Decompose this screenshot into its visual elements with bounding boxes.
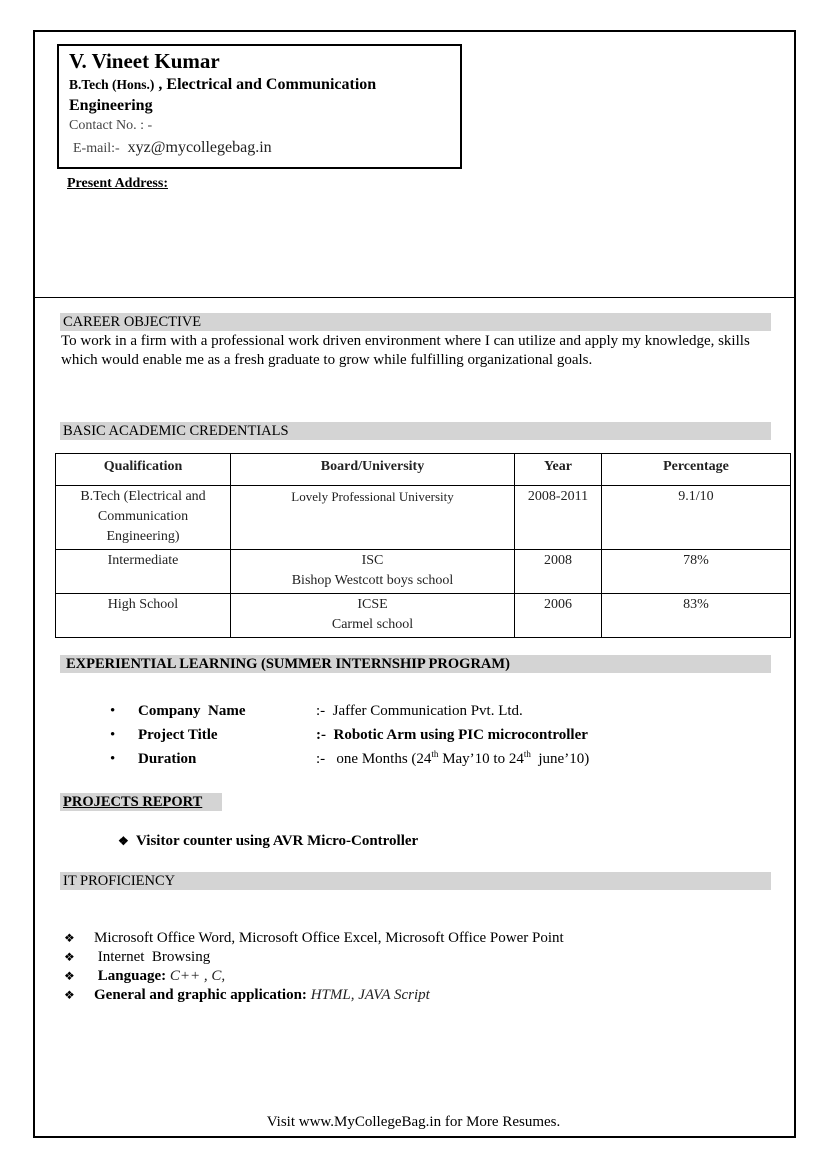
list-item xyxy=(64,929,564,948)
duration-c: june’10) xyxy=(530,751,590,767)
list-item xyxy=(64,967,225,986)
item-label: General and graphic application: xyxy=(94,987,311,1003)
year-cell: 2006 xyxy=(515,594,602,638)
degree-name: , Electrical and Communication Engineering xyxy=(69,76,377,114)
qualification-cell: Intermediate xyxy=(56,550,231,594)
diamond-bullet-icon: ❖ xyxy=(64,931,75,945)
it-proficiency-heading: IT PROFICIENCY xyxy=(60,872,771,890)
column-header: Qualification xyxy=(56,454,231,486)
header-box xyxy=(57,44,462,169)
bullet-icon: • xyxy=(110,703,116,719)
separator: :- xyxy=(316,703,326,719)
table-row xyxy=(56,550,791,594)
year-cell: 2008-2011 xyxy=(515,486,602,550)
duration-b: May’10 to 24 xyxy=(438,751,524,767)
item-link[interactable]: HTML, JAVA Script xyxy=(310,987,430,1003)
table-row xyxy=(56,594,791,638)
degree-prefix: B.Tech (Hons.) xyxy=(69,77,155,92)
table-header-row xyxy=(56,454,791,486)
email-label: E-mail:- xyxy=(73,141,120,156)
year-cell: 2008 xyxy=(515,550,602,594)
percentage-cell: 78% xyxy=(602,550,791,594)
item-text: Microsoft Office Word, Microsoft Office Excel, Microsoft Office Power Point xyxy=(94,930,564,946)
separator: :- xyxy=(316,727,326,743)
item-value xyxy=(316,723,588,747)
company-name: Jaffer Communication Pvt. Ltd. xyxy=(332,703,523,719)
diamond-bullet-icon: ❖ xyxy=(64,950,75,964)
board-name: ICSE xyxy=(357,597,388,612)
experience-heading: EXPERIENTIAL LEARNING (SUMMER INTERNSHIP PROGRAM) xyxy=(60,655,771,673)
list-item xyxy=(64,948,210,967)
degree xyxy=(69,74,450,116)
board-cell xyxy=(231,594,515,638)
item-key: Duration xyxy=(138,751,197,767)
diamond-bullet-icon: ❖ xyxy=(118,834,129,848)
sup: th xyxy=(431,749,439,759)
item-label: Language: xyxy=(97,968,170,984)
email-value: xyz@mycollegebag.in xyxy=(127,139,272,156)
list-item xyxy=(110,723,710,747)
career-objective-heading: CAREER OBJECTIVE xyxy=(60,313,771,331)
item-value xyxy=(316,699,523,723)
item-key: Project Title xyxy=(138,727,218,743)
project-name: Visitor counter using AVR Micro-Controller xyxy=(136,833,419,849)
percentage-cell: 83% xyxy=(602,594,791,638)
academic-heading: BASIC ACADEMIC CREDENTIALS xyxy=(60,422,771,440)
item-link[interactable]: C++ , C, xyxy=(169,968,226,984)
contact-number: Contact No. : - xyxy=(69,118,153,133)
column-header: Year xyxy=(515,454,602,486)
present-address-label: Present Address: xyxy=(67,176,168,191)
column-header: Percentage xyxy=(602,454,791,486)
candidate-name: V. Vineet Kumar xyxy=(69,49,220,73)
separator: :- xyxy=(316,751,326,767)
board-name: ISC xyxy=(361,553,384,568)
school-name: Bishop Westcott boys school xyxy=(291,573,454,588)
duration-a: one Months (24 xyxy=(336,751,432,767)
divider xyxy=(33,297,796,298)
item-key: Company Name xyxy=(138,703,246,719)
qualification-cell: B.Tech (Electrical and Communication Engineering) xyxy=(56,486,231,550)
career-objective-text: To work in a firm with a professional work driven environment where I can utilize and apply my knowledge, skills which would enable me as a fresh graduate to grow while fulfilling organizational goals. xyxy=(61,333,750,368)
sup: th xyxy=(523,749,531,759)
qualification-cell: High School xyxy=(56,594,231,638)
list-item xyxy=(64,986,430,1005)
diamond-bullet-icon: ❖ xyxy=(64,988,75,1002)
table-row xyxy=(56,486,791,550)
project-title: Robotic Arm using PIC microcontroller xyxy=(333,727,588,743)
email-line xyxy=(69,136,450,160)
school-name: Carmel school xyxy=(331,617,414,632)
list-item xyxy=(110,699,710,723)
item-text: Internet Browsing xyxy=(97,949,211,965)
item-value xyxy=(316,747,589,771)
academic-table xyxy=(55,453,791,638)
project-item xyxy=(118,832,418,851)
column-header: Board/University xyxy=(231,454,515,486)
board-cell xyxy=(231,550,515,594)
footer-text: Visit www.MyCollegeBag.in for More Resumes. xyxy=(266,1114,561,1130)
percentage-cell: 9.1/10 xyxy=(602,486,791,550)
bullet-icon: • xyxy=(110,751,116,767)
projects-heading: PROJECTS REPORT xyxy=(60,793,222,811)
bullet-icon: • xyxy=(110,727,116,743)
board-cell: Lovely Professional University xyxy=(231,486,515,550)
diamond-bullet-icon: ❖ xyxy=(64,969,75,983)
list-item xyxy=(110,747,710,771)
